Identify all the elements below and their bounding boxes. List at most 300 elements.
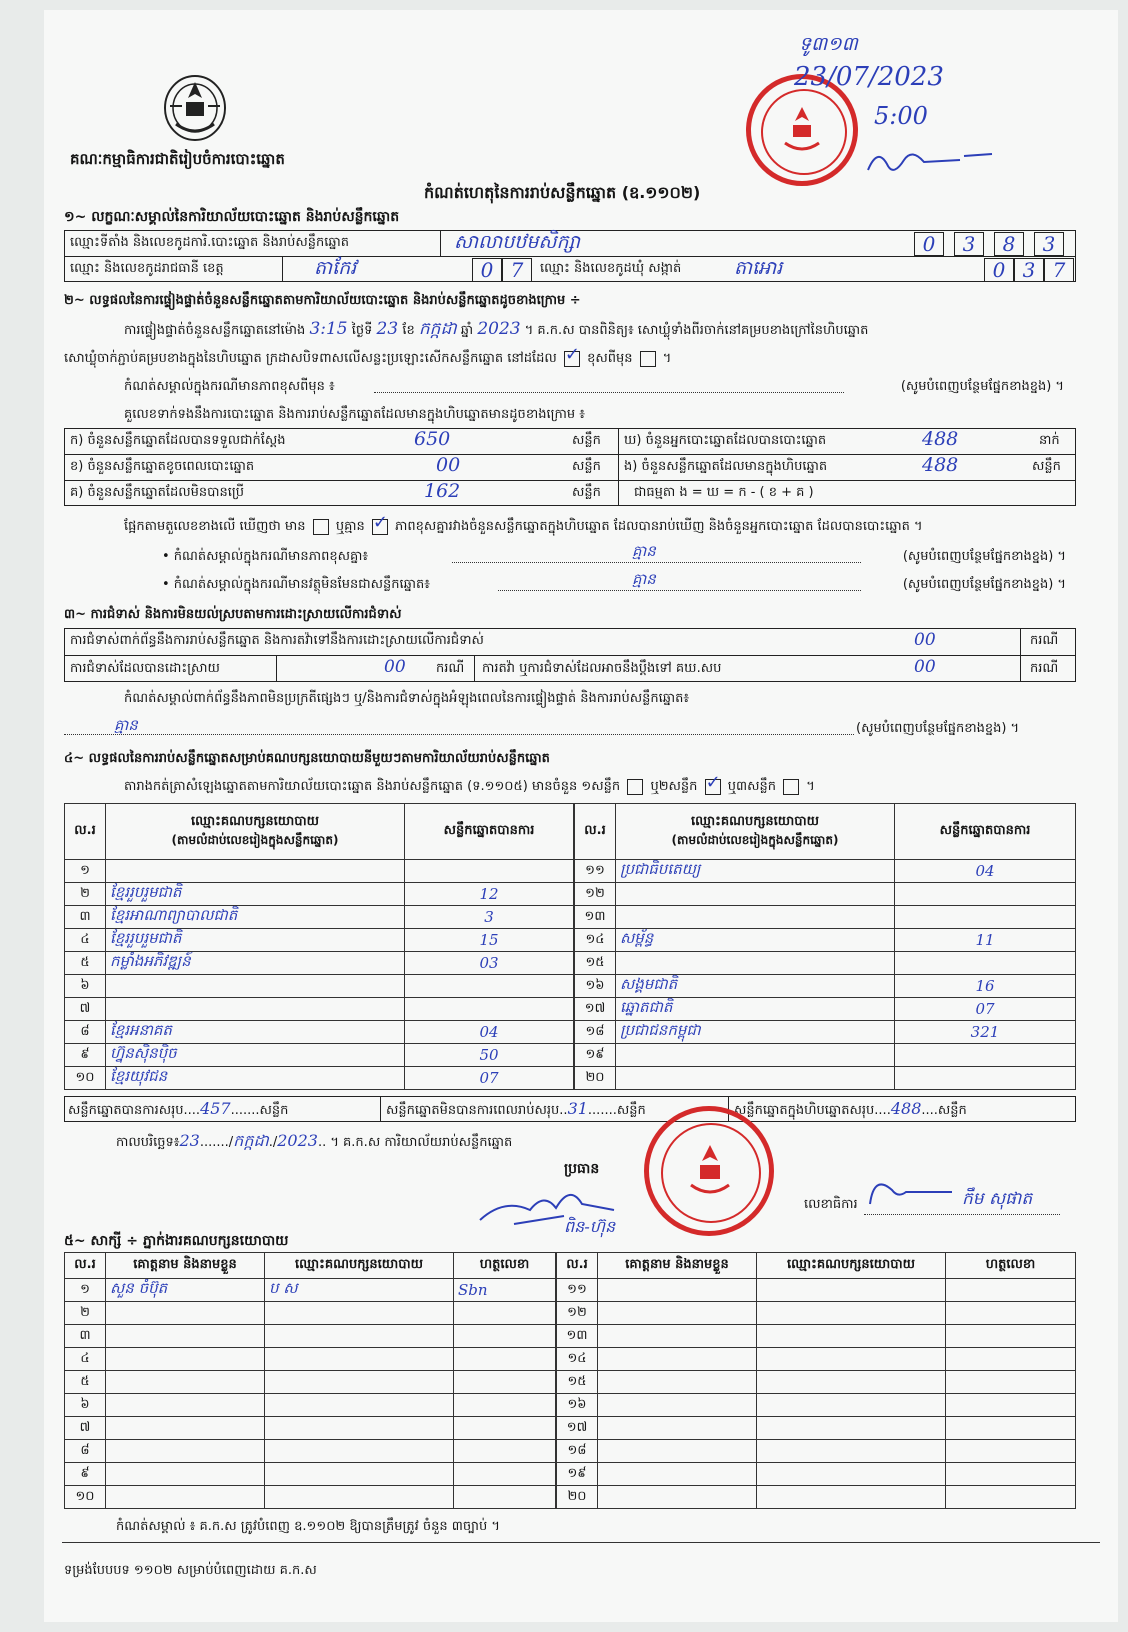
witness-row-number: ១១ (557, 1279, 598, 1302)
signing-date-month: កក្កដា (233, 1131, 269, 1150)
result-row-number: ២ (65, 883, 106, 906)
table-row (575, 998, 1076, 1021)
witness-row-number: ២០ (557, 1486, 598, 1509)
result-row-number: ២០ (575, 1067, 616, 1090)
results-right-col-votes: សន្លឹកឆ្នោតបានការ (895, 804, 1076, 860)
verify-line-2: សោឃ្លុំចាក់ភ្ជាប់គម្របខាងក្នុងនៃហិបឆ្នោត ក្រដាសបិទពាសលើសន្លះប្រឡោះសើកសន្លឹកឆ្នោត នៅដដែល ✓ ខុសពីមុន ។ (64, 350, 671, 368)
section5-heading: ៥~ សាក្សី ÷ ភ្នាក់ងារគណបក្សនយោបាយ (64, 1233, 289, 1249)
witness-row-number: ៨ (65, 1440, 106, 1463)
witness-signature (454, 1417, 556, 1440)
form-code: ទម្រង់បែបបទ ១១០២ សម្រាប់បំពេញដោយ គ.ក.ស (64, 1563, 317, 1578)
table-row (65, 952, 574, 975)
witness-row-number: ៩ (65, 1463, 106, 1486)
witness-name (106, 1371, 265, 1394)
result-vote-count: 50 (405, 1044, 574, 1067)
verify-month: កក្កដា (418, 319, 457, 339)
results-left-col-no: ល.រ (65, 804, 106, 860)
witness-row-number: ១៧ (557, 1417, 598, 1440)
result-vote-count: 321 (895, 1021, 1076, 1044)
witness-signature (454, 1486, 556, 1509)
results-left-party-title: ឈ្មោះគណបក្សនយោបាយ (191, 814, 319, 829)
witness-name: សួន ចំប៊ុត (106, 1279, 265, 1302)
resolved-label: ការជំទាស់ដែលបានដោះស្រាយ (70, 661, 220, 676)
verify-month-label: ខែ (402, 323, 415, 338)
table-row (575, 1067, 1076, 1090)
result-vote-count: 07 (895, 998, 1076, 1021)
result-vote-count (405, 998, 574, 1021)
witness-row-number: ១ (65, 1279, 106, 1302)
result-row-number: ១ (65, 860, 106, 883)
location-label: ឈ្មោះទីតាំង និងលេខកូដការិ.បោះឆ្នោត និងរាប់សន្លឹកឆ្នោត (70, 235, 349, 250)
result-row-number: ១៩ (575, 1044, 616, 1067)
witness-party (757, 1417, 946, 1440)
seal-changed-label: ខុសពីមុន (587, 351, 633, 366)
results-table-left (64, 803, 574, 1090)
result-row-number: ៩ (65, 1044, 106, 1067)
witness-row-number: ៥ (65, 1371, 106, 1394)
table-row (65, 1371, 556, 1394)
unused-label: គ) ចំនួនសន្លឹកឆ្នោតដែលមិនបានប្រើ (70, 485, 244, 500)
location-code-digit-4: 3 (1034, 232, 1064, 256)
org-name: គណៈកម្មាធិការជាតិរៀបចំការបោះឆ្នោត (70, 150, 285, 168)
stamp-note-time: 5:00 (874, 102, 928, 130)
valid-total-value: 457 (200, 1099, 231, 1118)
result-row-number: ៧ (65, 998, 106, 1021)
complaints-label: ការជំទាស់ពាក់ព័ន្ធនឹងការរាប់សន្លឹកឆ្នោត និងការតវ៉ាទៅនឹងការដោះស្រាយលើការជំទាស់ (70, 633, 484, 648)
result-vote-count: 12 (405, 883, 574, 906)
result-party-name (106, 975, 405, 998)
witness-name (106, 1325, 265, 1348)
table-row (557, 1440, 1076, 1463)
table-row (65, 1440, 556, 1463)
witness-signature (454, 1302, 556, 1325)
witness-row-number: ១០ (65, 1486, 106, 1509)
location-code-digit-3: 8 (994, 232, 1024, 256)
stamp-note-date: 23/07/2023 (794, 62, 944, 92)
difference-note-label: • កំណត់សម្គាល់ក្នុងករណីមានភាពខុសគ្នា៖ (162, 549, 369, 564)
box-total-unit: សន្លឹក (937, 1103, 967, 1118)
result-party-name (616, 906, 895, 929)
stamp-signature (864, 140, 994, 180)
result-row-number: ៥ (65, 952, 106, 975)
witness-row-number: ១៤ (557, 1348, 598, 1371)
result-vote-count (895, 906, 1076, 929)
form-title: កំណត់ហេតុនៃការរាប់សន្លឹកឆ្នោត (ឧ.១១០២) (424, 183, 701, 202)
difference-has-label: ផ្អែកតាមតួលេខខាងលើ ឃើញថា មាន (124, 519, 306, 534)
form-page (44, 10, 1118, 1622)
witness-signature (946, 1394, 1076, 1417)
witness-party (757, 1302, 946, 1325)
difference-note-value: គ្មាន (632, 542, 656, 560)
nec-emblem-icon (162, 68, 228, 142)
tally-three-checkbox[interactable] (783, 779, 799, 795)
witness-party (265, 1348, 454, 1371)
table-row (557, 1371, 1076, 1394)
chair-title: ប្រធាន (564, 1161, 600, 1177)
result-party-name: ឆ្នោតជាតិ (616, 998, 895, 1021)
result-party-name: ប្រជាធិបតេយ្យ (616, 860, 895, 883)
section1-heading: ១~ លក្ខណៈសម្គាល់នៃការិយាល័យបោះឆ្នោត និងរាប់សន្លឹកឆ្នោត (64, 209, 400, 225)
witness-row-number: ១៨ (557, 1440, 598, 1463)
witness-signature (946, 1417, 1076, 1440)
table-row (557, 1486, 1076, 1509)
table-row (557, 1348, 1076, 1371)
witness-signature (454, 1371, 556, 1394)
table-row (65, 1394, 556, 1417)
witness-right-col-party: ឈ្មោះគណបក្សនយោបាយ (757, 1253, 946, 1279)
witness-row-number: ១៩ (557, 1463, 598, 1486)
witness-row-number: ៧ (65, 1417, 106, 1440)
table-row (65, 1486, 556, 1509)
in-box-value: 488 (922, 454, 959, 476)
invalid-total-unit: សន្លឹក (616, 1103, 646, 1118)
verify-day-label: ថ្ងៃទី (351, 323, 373, 338)
witness-name (598, 1371, 757, 1394)
witness-signature (946, 1463, 1076, 1486)
witness-name (106, 1486, 265, 1509)
witness-name (598, 1486, 757, 1509)
province-label: ឈ្មោះ និងលេខកូដរាជធានី ខេត្ត (70, 261, 224, 276)
witness-signature (946, 1440, 1076, 1463)
verify-year-label: ឆ្នាំ (460, 323, 474, 338)
result-vote-count: 07 (405, 1067, 574, 1090)
invalid-total: សន្លឹកឆ្នោតមិនបានការពេលរាប់សរុប..31.......សន្លឹក (386, 1099, 646, 1118)
result-vote-count (895, 952, 1076, 975)
witness-name (598, 1325, 757, 1348)
witness-table-left (64, 1252, 556, 1509)
complaints-value: 00 (914, 630, 936, 650)
irregularity-note-label: កំណត់សម្គាល់ពាក់ព័ន្ធនឹងភាពមិនប្រក្រតីផ្សេងៗ ឬ/និងការជំទាស់ក្នុងអំឡុងពេលនៃការផ្ទៀងផ្ទាត់ និងការរាប់សន្លឹកឆ្នោត៖ (124, 691, 690, 706)
witness-row-number: ២ (65, 1302, 106, 1325)
signing-date-label: កាលបរិច្ឆេទ (116, 1135, 174, 1150)
table-row (65, 906, 574, 929)
result-vote-count: 3 (405, 906, 574, 929)
witness-name (598, 1417, 757, 1440)
result-row-number: ៨ (65, 1021, 106, 1044)
witness-party: ប ស (265, 1279, 454, 1302)
table-row (65, 1325, 556, 1348)
table-row (557, 1463, 1076, 1486)
section3-heading: ៣~ ការជំទាស់ និងការមិនយល់ស្របតាមការដោះស្រាយលើការជំទាស់ (64, 607, 402, 622)
irregularity-note-suffix: (សូមបំពេញបន្ថែមផ្នែកខាងខ្នង) ។ (856, 721, 1020, 736)
table-row (575, 975, 1076, 998)
foreign-object-label: • កំណត់សម្គាល់ក្នុងករណីមានវត្ថុមិនមែនជាសន្លឹកឆ្នោត៖ (162, 577, 430, 592)
results-right-party-sub: (តាមលំដាប់លេខរៀងក្នុងសន្លឹកឆ្នោត) (671, 833, 839, 847)
valid-total-label: សន្លឹកឆ្នោតបានការសរុប (68, 1103, 184, 1118)
result-row-number: ៦ (65, 975, 106, 998)
witness-signature (946, 1348, 1076, 1371)
verify-day: 23 (376, 319, 399, 339)
result-party-name: ហ្វ៊ុនស៊ិនប៉ិច (106, 1044, 405, 1067)
witness-party (757, 1463, 946, 1486)
result-party-name (616, 883, 895, 906)
received-value: 650 (414, 428, 451, 450)
table-row (65, 1044, 574, 1067)
witness-name (598, 1394, 757, 1417)
witness-row-number: ១២ (557, 1302, 598, 1325)
witness-right-col-name: គោត្តនាម និងនាមខ្លួន (598, 1253, 757, 1279)
witness-party (757, 1394, 946, 1417)
tally-one-label: តារាងកត់ត្រាសំឡេងឆ្នោតតាមការិយាល័យបោះឆ្នោត និងរាប់សន្លឹកឆ្នោត (ទ.១១០៥) មានចំនួន ១សន្លឹក (124, 779, 621, 794)
box-total-label: សន្លឹកឆ្នោតក្នុងហិបឆ្នោតសរុប (734, 1103, 875, 1118)
formula-text: ជាធម្មតា ង = ឃ = ក - ( ខ + គ ) (634, 485, 814, 500)
difference-none-checkbox[interactable] (372, 519, 388, 535)
appeal-label: ការតវ៉ា ឬការជំទាស់ដែលអាចនឹងប្តឹងទៅ គឃ.សប (482, 661, 722, 676)
table-row (65, 1417, 556, 1440)
table-row (65, 883, 574, 906)
witness-left-col-sign: ហត្ថលេខា (454, 1253, 556, 1279)
signing-date-day: 23 (179, 1131, 200, 1150)
difference-has-checkbox[interactable] (313, 519, 329, 535)
box-total-value: 488 (890, 1099, 922, 1118)
witness-signature (454, 1463, 556, 1486)
tally-one-checkbox[interactable] (627, 779, 643, 795)
witness-table-right (556, 1252, 1076, 1509)
witness-signature (454, 1325, 556, 1348)
table-row (65, 1279, 556, 1302)
result-party-name (616, 1067, 895, 1090)
resolved-unit: ករណី (436, 661, 465, 676)
irregularity-note-value: គ្មាន (114, 716, 138, 734)
results-right-col-no: ល.រ (575, 804, 616, 860)
complaints-unit: ករណី (1030, 633, 1059, 648)
commune-code-digit-3: 7 (1044, 258, 1074, 282)
valid-total: សន្លឹកឆ្នោតបានការសរុប....457.......សន្លឹក (68, 1099, 289, 1118)
witness-name (106, 1394, 265, 1417)
witness-party (265, 1302, 454, 1325)
witness-party (757, 1325, 946, 1348)
witness-name (106, 1463, 265, 1486)
voters-label: ឃ) ចំនួនអ្នកបោះឆ្នោតដែលបានបោះឆ្នោត (624, 433, 827, 448)
results-left-party-sub: (តាមលំដាប់លេខរៀងក្នុងសន្លឹកឆ្នោត) (171, 833, 339, 847)
tally-two-checkbox[interactable] (705, 779, 721, 795)
witness-right-col-sign: ហត្ថលេខា (946, 1253, 1076, 1279)
witness-party (757, 1348, 946, 1371)
witness-left-col-party: ឈ្មោះគណបក្សនយោបាយ (265, 1253, 454, 1279)
witness-party (265, 1440, 454, 1463)
table-row (575, 860, 1076, 883)
commune-value: តាអោរ (734, 257, 783, 279)
results-left-col-votes: សន្លឹកឆ្នោតបានការ (405, 804, 574, 860)
valid-total-unit: សន្លឹក (259, 1103, 289, 1118)
verify-time-label: ការផ្ទៀងផ្ទាត់ចំនួនសន្លឹកឆ្នោតនៅម៉ោង (124, 323, 306, 338)
witness-signature (454, 1348, 556, 1371)
witness-signature (946, 1486, 1076, 1509)
witness-party (265, 1417, 454, 1440)
voters-value: 488 (922, 428, 959, 450)
commune-label: ឈ្មោះ និងលេខកូដឃុំ សង្កាត់ (540, 261, 682, 276)
witness-signature (946, 1325, 1076, 1348)
difference-note-line (162, 542, 1066, 566)
table-row (557, 1302, 1076, 1325)
result-row-number: ១៧ (575, 998, 616, 1021)
result-row-number: ១៣ (575, 906, 616, 929)
table-row (557, 1279, 1076, 1302)
result-party-name: ខ្មែរយុវជន (106, 1067, 405, 1090)
result-vote-count: 04 (405, 1021, 574, 1044)
witness-party (265, 1486, 454, 1509)
result-party-name (106, 860, 405, 883)
witness-party (265, 1325, 454, 1348)
results-left-col-party (106, 804, 405, 860)
result-vote-count (895, 883, 1076, 906)
witness-row-number: ១៥ (557, 1371, 598, 1394)
witness-row-number: ១៦ (557, 1394, 598, 1417)
table-row (575, 906, 1076, 929)
stamp-note-code: ទូ៣១៣ (799, 33, 858, 55)
secretary-name: កឹម សុផាត (962, 1189, 1033, 1209)
result-party-name (616, 952, 895, 975)
spoiled-unit: សន្លឹក (572, 459, 601, 474)
table-row (65, 929, 574, 952)
result-row-number: ៣ (65, 906, 106, 929)
province-code-digit-2: 7 (502, 258, 532, 282)
result-row-number: ១០ (65, 1067, 106, 1090)
footnote: កំណត់សម្គាល់ ៖ គ.ក.ស ត្រូវបំពេញ ឧ.១១០២ ឱ្យបានត្រឹមត្រូវ ចំនួន ៣ច្បាប់ ។ (116, 1519, 500, 1534)
result-vote-count: 04 (895, 860, 1076, 883)
tally-two-label: ឬ២សន្លឹក (650, 779, 698, 794)
tally-sheet-line: តារាងកត់ត្រាសំឡេងឆ្នោតតាមការិយាល័យបោះឆ្នោត និងរាប់សន្លឹកឆ្នោត (ទ.១១០៥) មានចំនួន ១សន្លឹក ឬ២សន្លឹក ✓ ឬ៣សន្លឹក ។ (124, 778, 815, 796)
witness-name (106, 1417, 265, 1440)
result-party-name: ខ្មែររួបរួមជាតិ (106, 883, 405, 906)
result-vote-count (895, 1067, 1076, 1090)
result-party-name: ខ្មែររួបរួមជាតិ (106, 929, 405, 952)
witness-name (106, 1348, 265, 1371)
in-box-unit: សន្លឹក (1032, 459, 1061, 474)
witness-left-col-name: គោត្តនាម និងនាមខ្លួន (106, 1253, 265, 1279)
signing-date-suffix: ។ គ.ក.ស ការិយាល័យរាប់សន្លឹកឆ្នោត (330, 1135, 513, 1150)
witness-signature (454, 1394, 556, 1417)
difference-line (124, 518, 923, 536)
witness-party (265, 1371, 454, 1394)
witness-party (757, 1371, 946, 1394)
result-party-name: ខ្មែរអនាគត (106, 1021, 405, 1044)
witness-row-number: ៣ (65, 1325, 106, 1348)
witness-signature (454, 1440, 556, 1463)
result-vote-count: 15 (405, 929, 574, 952)
chair-name: ពិន-ហ៊ុន (564, 1217, 616, 1236)
witness-right-col-no: ល.រ (557, 1253, 598, 1279)
result-row-number: ១១ (575, 860, 616, 883)
result-party-name: កម្លាំងអភិវឌ្ឍន៍ (106, 952, 405, 975)
result-party-name (616, 1044, 895, 1067)
secretary-title: លេខាធិការ (804, 1197, 858, 1212)
result-party-name: សង្គមជាតិ (616, 975, 895, 998)
seal-unchanged-checkbox[interactable] (564, 351, 580, 367)
witness-party (757, 1486, 946, 1509)
seal-note-label: កំណត់សម្គាល់ក្នុងករណីមានភាពខុសពីមុន ៖ (124, 379, 335, 394)
result-row-number: ១២ (575, 883, 616, 906)
results-table-right (574, 803, 1076, 1090)
seal-unchanged-text: សោឃ្លុំចាក់ភ្ជាប់គម្របខាងក្នុងនៃហិបឆ្នោត ក្រដាសបិទពាសលើសន្លះប្រឡោះសើកសន្លឹកឆ្នោត នៅដដែល (64, 351, 557, 366)
appeal-value: 00 (914, 657, 936, 677)
table-row (65, 1348, 556, 1371)
witness-signature (946, 1279, 1076, 1302)
table-row (575, 952, 1076, 975)
witness-name (598, 1440, 757, 1463)
witness-signature (946, 1302, 1076, 1325)
section4-heading: ៤~ លទ្ធផលនៃការរាប់សន្លឹកឆ្នោតសម្រាប់គណបក្សនយោបាយនីមួយៗតាមការិយាល័យរាប់សន្លឹកឆ្នោត (64, 751, 550, 766)
seal-note-line (124, 378, 1064, 396)
official-stamp-bottom (644, 1106, 774, 1236)
result-vote-count (405, 860, 574, 883)
invalid-total-label: សន្លឹកឆ្នោតមិនបានការពេលរាប់សរុប (386, 1103, 560, 1118)
unused-value: 162 (424, 480, 461, 502)
result-row-number: ១៦ (575, 975, 616, 998)
witness-name (598, 1348, 757, 1371)
witness-name (106, 1440, 265, 1463)
verify-time: 3:15 (309, 319, 348, 339)
received-unit: សន្លឹក (572, 433, 601, 448)
table-row (575, 1021, 1076, 1044)
location-code-digit-2: 3 (954, 232, 984, 256)
unused-unit: សន្លឹក (572, 485, 601, 500)
table-row (575, 929, 1076, 952)
result-vote-count (405, 975, 574, 998)
verify-line-1 (124, 320, 868, 340)
foreign-object-line (162, 570, 1066, 594)
section2-heading: ២~ លទ្ធផលនៃការផ្ទៀងផ្ទាត់ចំនួនសន្លឹកឆ្នោតតាមការិយាល័យបោះឆ្នោត និងរាប់សន្លឹកឆ្នោតដូចខាងក្រោម ÷ (64, 293, 581, 308)
witness-row-number: ៦ (65, 1394, 106, 1417)
difference-note-suffix: (សូមបំពេញបន្ថែមផ្នែកខាងខ្នង) ។ (902, 549, 1066, 564)
table-row (65, 975, 574, 998)
foreign-object-value: គ្មាន (632, 570, 656, 588)
commune-code-digit-1: 0 (984, 258, 1014, 282)
witness-party (757, 1440, 946, 1463)
result-vote-count (895, 1044, 1076, 1067)
result-party-name: ប្រជាជនកម្ពុជា (616, 1021, 895, 1044)
table-row (575, 883, 1076, 906)
foreign-object-suffix: (សូមបំពេញបន្ថែមផ្នែកខាងខ្នង) ។ (902, 577, 1066, 592)
witness-signature (946, 1371, 1076, 1394)
table-row (65, 1067, 574, 1090)
witness-name (106, 1302, 265, 1325)
spoiled-label: ខ) ចំនួនសន្លឹកឆ្នោតខូចពេលបោះឆ្នោត (70, 459, 255, 474)
table-row (557, 1325, 1076, 1348)
signing-date-year: 2023 (277, 1131, 318, 1150)
result-party-name: ខ្មែរអាណាព្យាបាលជាតិ (106, 906, 405, 929)
result-party-name (106, 998, 405, 1021)
table-row (65, 1463, 556, 1486)
seal-changed-checkbox[interactable] (640, 351, 656, 367)
in-box-label: ង) ចំនួនសន្លឹកឆ្នោតដែលមានក្នុងហិបឆ្នោត (624, 459, 828, 474)
result-row-number: ១៥ (575, 952, 616, 975)
witness-party (265, 1394, 454, 1417)
table-row (575, 1044, 1076, 1067)
witness-signature: Sbn (454, 1279, 556, 1302)
invalid-total-value: 31 (567, 1099, 588, 1118)
tally-three-label: ឬ៣សន្លឹក (727, 779, 776, 794)
resolved-value: 00 (384, 657, 406, 677)
location-code-digit-1: 0 (914, 232, 944, 256)
location-value: សាលាបឋមសិក្សា (454, 231, 580, 253)
result-vote-count: 16 (895, 975, 1076, 998)
signing-date-line: កាលបរិច្ឆេទ៖23......./កក្កដា./2023.. ។ គ.ក.ស ការិយាល័យរាប់សន្លឹកឆ្នោត (116, 1131, 513, 1150)
verify-line-1-rest: ។ គ.ក.ស បានពិនិត្យ៖ សោឃ្លុំទាំងពីរចាក់នៅគម្របខាងក្រៅនៃហិបឆ្នោត (524, 323, 869, 338)
witness-party (265, 1463, 454, 1486)
table-row (557, 1417, 1076, 1440)
received-label: ក) ចំនួនសន្លឹកឆ្នោតដែលបានទទួលជាក់ស្តែង (70, 433, 286, 448)
witness-row-number: ៤ (65, 1348, 106, 1371)
table-row (65, 998, 574, 1021)
witness-name (598, 1463, 757, 1486)
figures-intro: គួលេខទាក់ទងនឹងការបោះឆ្នោត និងការរាប់សន្លឹកឆ្នោតដែលមានក្នុងហិបឆ្នោតមានដូចខាងក្រោម ៖ (124, 407, 585, 422)
spoiled-value: 00 (436, 454, 461, 476)
witness-name (598, 1302, 757, 1325)
box-total: សន្លឹកឆ្នោតក្នុងហិបឆ្នោតសរុប....488....សន្លឹក (734, 1099, 967, 1118)
province-code-digit-1: 0 (472, 258, 502, 282)
witness-name (598, 1279, 757, 1302)
